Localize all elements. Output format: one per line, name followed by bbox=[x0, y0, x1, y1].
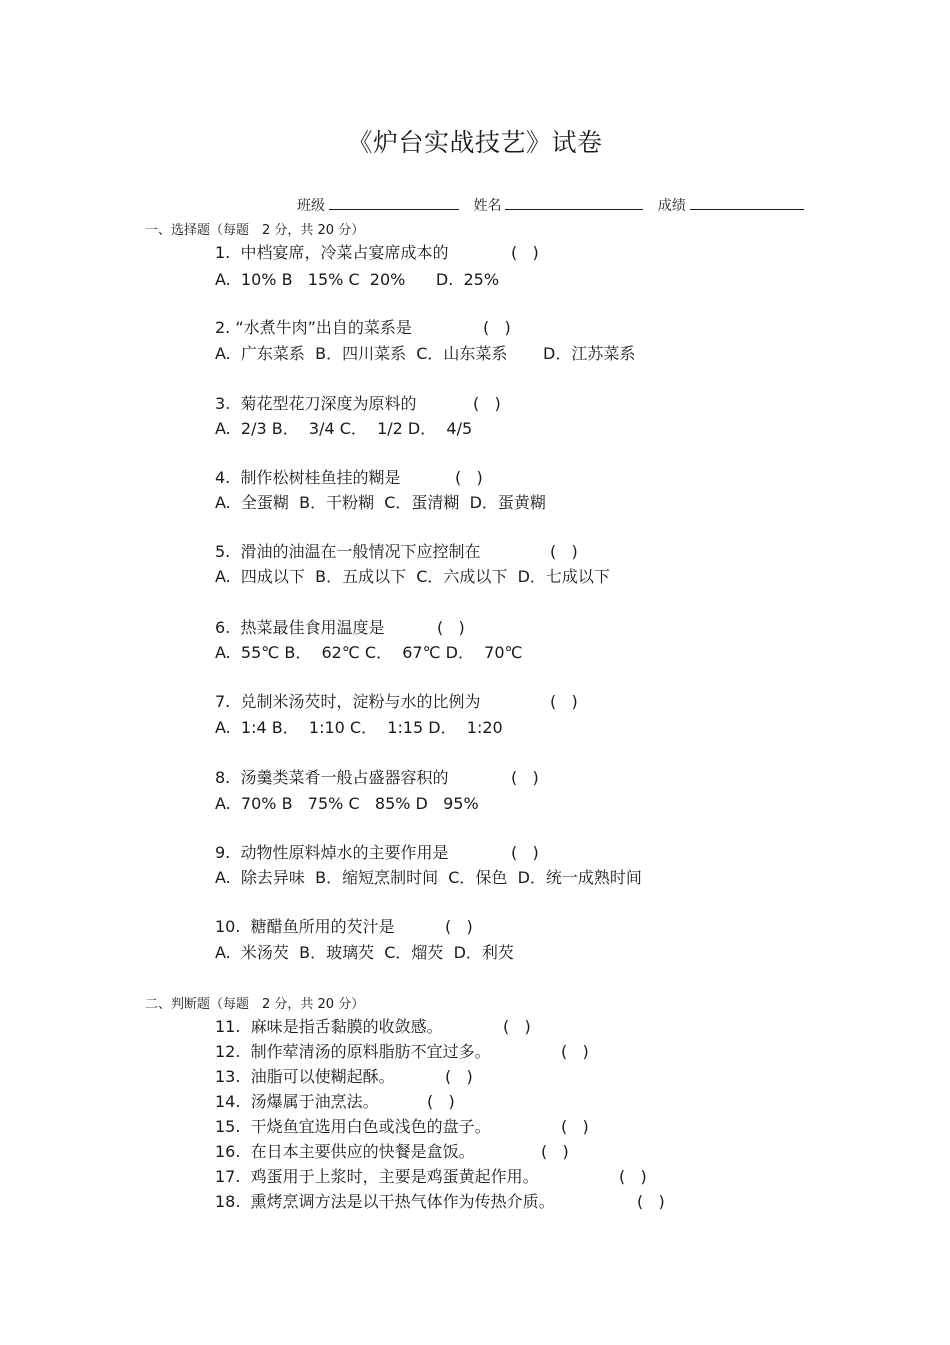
answer-blank[interactable]: ( ) bbox=[445, 1067, 473, 1086]
options-1: A. 10% B 15% C 20% D. 25% bbox=[215, 270, 500, 289]
answer-blank[interactable]: ( ) bbox=[511, 243, 539, 262]
student-info-fields bbox=[297, 195, 814, 215]
question-text: 3. 菊花型花刀深度为原料的 bbox=[215, 394, 417, 413]
question-9 bbox=[215, 843, 539, 863]
judge-item-18 bbox=[215, 1192, 665, 1212]
options-9: A. 除去异味 B．缩短烹制时间 C．保色 D．统一成熟时间 bbox=[215, 868, 642, 887]
question-7 bbox=[215, 692, 578, 712]
question-6 bbox=[215, 618, 465, 638]
question-text: 5. 滑油的油温在一般情况下应控制在 bbox=[215, 542, 481, 561]
question-8 bbox=[215, 768, 539, 788]
item-text: 14. 汤爆属于油烹法。 bbox=[215, 1092, 379, 1111]
judge-item-15 bbox=[215, 1117, 589, 1137]
item-text: 13. 油脂可以使糊起酥。 bbox=[215, 1067, 395, 1086]
judge-item-13 bbox=[215, 1067, 473, 1087]
answer-blank[interactable]: ( ) bbox=[473, 394, 501, 413]
score-label: 成绩 bbox=[657, 198, 686, 214]
page-title: 《炉台实战技艺》试卷 bbox=[347, 128, 603, 157]
name-label: 姓名 bbox=[473, 198, 502, 214]
judge-item-12 bbox=[215, 1042, 589, 1062]
question-text: 8. 汤羹类菜肴一般占盛器容积的 bbox=[215, 768, 449, 787]
question-text: 2. “水煮牛肉”出自的菜系是 bbox=[215, 318, 412, 337]
item-text: 12. 制作荤清汤的原料脂肪不宜过多。 bbox=[215, 1042, 491, 1061]
section2-heading: 二、判断题（每题 2 分，共 20 分） bbox=[145, 997, 365, 1012]
options-6: A. 55℃ B． 62℃ C． 67℃ D． 70℃ bbox=[215, 643, 523, 662]
name-field[interactable] bbox=[473, 195, 643, 215]
answer-blank[interactable]: ( ) bbox=[437, 618, 465, 637]
answer-blank[interactable]: ( ) bbox=[503, 1017, 531, 1036]
question-text: 7. 兑制米汤芡时，淀粉与水的比例为 bbox=[215, 692, 481, 711]
answer-blank[interactable]: ( ) bbox=[483, 318, 511, 337]
answer-blank[interactable]: ( ) bbox=[561, 1117, 589, 1136]
answer-blank[interactable]: ( ) bbox=[445, 917, 473, 936]
options-3: A. 2/3 B． 3/4 C． 1/2 D． 4/5 bbox=[215, 419, 473, 438]
question-text: 6. 热菜最佳食用温度是 bbox=[215, 618, 385, 637]
question-text: 10. 糖醋鱼所用的芡汁是 bbox=[215, 917, 395, 936]
answer-blank[interactable]: ( ) bbox=[541, 1142, 569, 1161]
answer-blank[interactable]: ( ) bbox=[511, 843, 539, 862]
answer-blank[interactable]: ( ) bbox=[550, 542, 578, 561]
question-text: 4. 制作松树桂鱼挂的糊是 bbox=[215, 468, 401, 487]
answer-blank[interactable]: ( ) bbox=[511, 768, 539, 787]
item-text: 16. 在日本主要供应的快餐是盒饭。 bbox=[215, 1142, 475, 1161]
item-text: 11. 麻味是指舌黏膜的收敛感。 bbox=[215, 1017, 443, 1036]
item-text: 18. 熏烤烹调方法是以干热气体作为传热介质。 bbox=[215, 1192, 555, 1211]
options-5: A. 四成以下 B．五成以下 C．六成以下 D．七成以下 bbox=[215, 567, 610, 586]
question-3 bbox=[215, 394, 501, 414]
options-10: A. 米汤芡 B．玻璃芡 C．熘芡 D．利芡 bbox=[215, 943, 514, 962]
judge-item-16 bbox=[215, 1142, 569, 1162]
answer-blank[interactable]: ( ) bbox=[619, 1167, 647, 1186]
judge-item-11 bbox=[215, 1017, 531, 1037]
question-10 bbox=[215, 917, 473, 937]
question-1 bbox=[215, 243, 539, 263]
options-8: A. 70% B 75% C 85% D 95% bbox=[215, 794, 479, 813]
section1-heading: 一、选择题（每题 2 分，共 20 分） bbox=[145, 223, 365, 238]
question-2 bbox=[215, 318, 511, 338]
question-5 bbox=[215, 542, 578, 562]
answer-blank[interactable]: ( ) bbox=[550, 692, 578, 711]
question-text: 1. 中档宴席，冷菜占宴席成本的 bbox=[215, 243, 449, 262]
question-4 bbox=[215, 468, 483, 488]
answer-blank[interactable]: ( ) bbox=[427, 1092, 455, 1111]
question-text: 9. 动物性原料焯水的主要作用是 bbox=[215, 843, 449, 862]
item-text: 17. 鸡蛋用于上浆时，主要是鸡蛋黄起作用。 bbox=[215, 1167, 539, 1186]
class-field[interactable] bbox=[297, 195, 459, 215]
class-blank[interactable] bbox=[329, 197, 459, 210]
answer-blank[interactable]: ( ) bbox=[455, 468, 483, 487]
options-7: A. 1:4 B． 1:10 C． 1:15 D． 1:20 bbox=[215, 718, 503, 737]
score-blank[interactable] bbox=[690, 197, 804, 210]
answer-blank[interactable]: ( ) bbox=[561, 1042, 589, 1061]
options-4: A. 全蛋糊 B．干粉糊 C．蛋清糊 D．蛋黄糊 bbox=[215, 493, 546, 512]
judge-item-17 bbox=[215, 1167, 647, 1187]
judge-item-14 bbox=[215, 1092, 455, 1112]
name-blank[interactable] bbox=[505, 197, 643, 210]
item-text: 15. 干烧鱼宜选用白色或浅色的盘子。 bbox=[215, 1117, 491, 1136]
answer-blank[interactable]: ( ) bbox=[637, 1192, 665, 1211]
score-field[interactable] bbox=[658, 195, 804, 215]
class-label: 班级 bbox=[297, 198, 325, 214]
options-2: A. 广东菜系 B．四川菜系 C．山东菜系 D．江苏菜系 bbox=[215, 344, 636, 363]
